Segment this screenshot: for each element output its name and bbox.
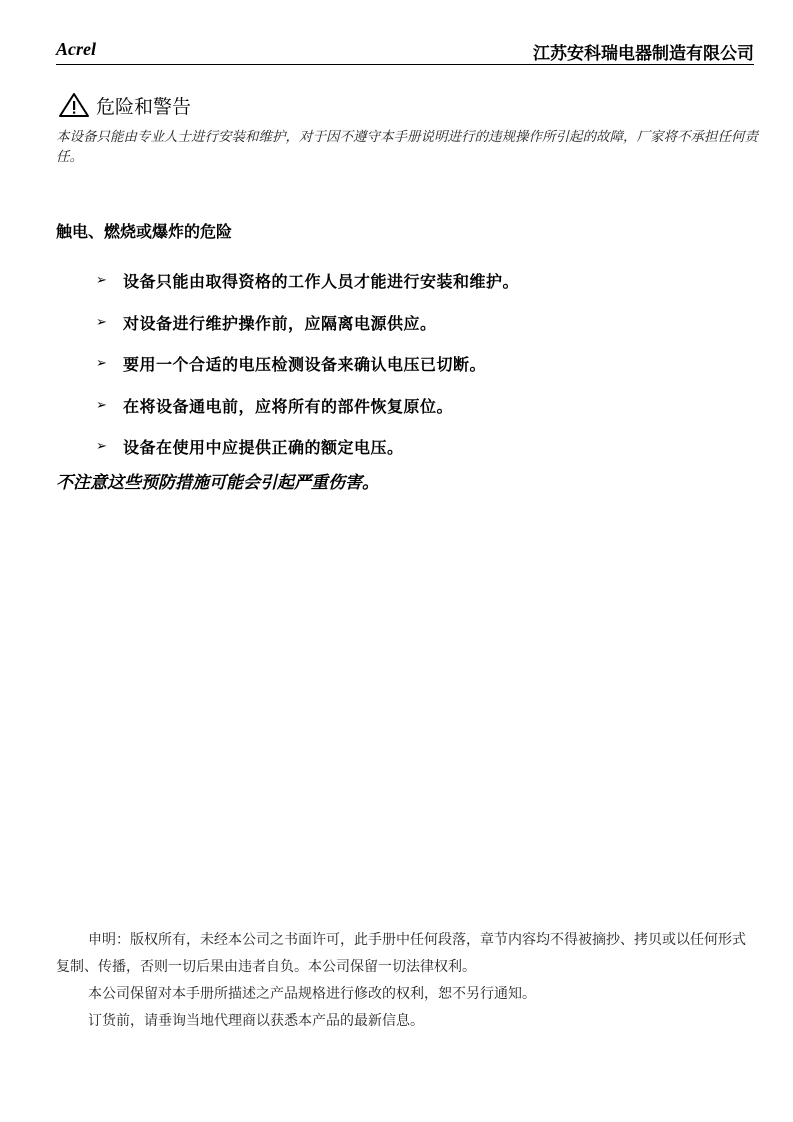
arrow-bullet-icon: ➢ [96,314,107,330]
warning-triangle-icon [58,92,90,118]
arrow-bullet-icon: ➢ [96,397,107,413]
list-item [96,302,519,344]
caution-text: 不注意这些预防措施可能会引起严重伤害。 [56,473,379,493]
company-name: 江苏安科瑞电器制造有限公司 [533,44,754,64]
hazard-title: 触电、燃烧或爆炸的危险 [56,222,233,241]
list-item-text: 在将设备通电前，应将所有的部件恢复原位。 [123,396,454,416]
brand-name: Acrel [56,39,96,59]
list-item-text: 对设备进行维护操作前，应隔离电源供应。 [123,313,437,333]
notice-paragraph: 订货前，请垂询当地代理商以获悉本产品的最新信息。 [88,1013,424,1029]
notice-paragraph: 本公司保留对本手册所描述之产品规格进行修改的权利，恕不另行通知。 [88,986,536,1002]
arrow-bullet-icon: ➢ [96,356,107,372]
list-item [96,385,519,427]
page-header [56,38,754,65]
list-item [96,426,519,468]
list-item [96,343,519,385]
list-item [96,260,519,302]
warning-title: 危险和警告 [96,95,192,118]
copyright-notice [56,927,756,1035]
warning-heading [58,92,191,118]
arrow-bullet-icon: ➢ [96,273,107,289]
warning-description: 本设备只能由专业人士进行安装和维护，对于因不遵守本手册说明进行的违规操作所引起的故障，厂家将不承担任何责任。 [56,129,758,165]
hazard-list [96,260,519,468]
list-item-text: 设备只能由取得资格的工作人员才能进行安装和维护。 [123,272,520,292]
list-item-text: 设备在使用中应提供正确的额定电压。 [123,438,404,458]
arrow-bullet-icon: ➢ [96,439,107,455]
list-item-text: 要用一个合适的电压检测设备来确认电压已切断。 [123,355,487,375]
notice-paragraph: 申明：版权所有，未经本公司之书面许可，此手册中任何段落，章节内容均不得被摘抄、拷贝或以任何形式复制、传播，否则一切后果由违者自负。本公司保留一切法律权利。 [56,932,746,975]
